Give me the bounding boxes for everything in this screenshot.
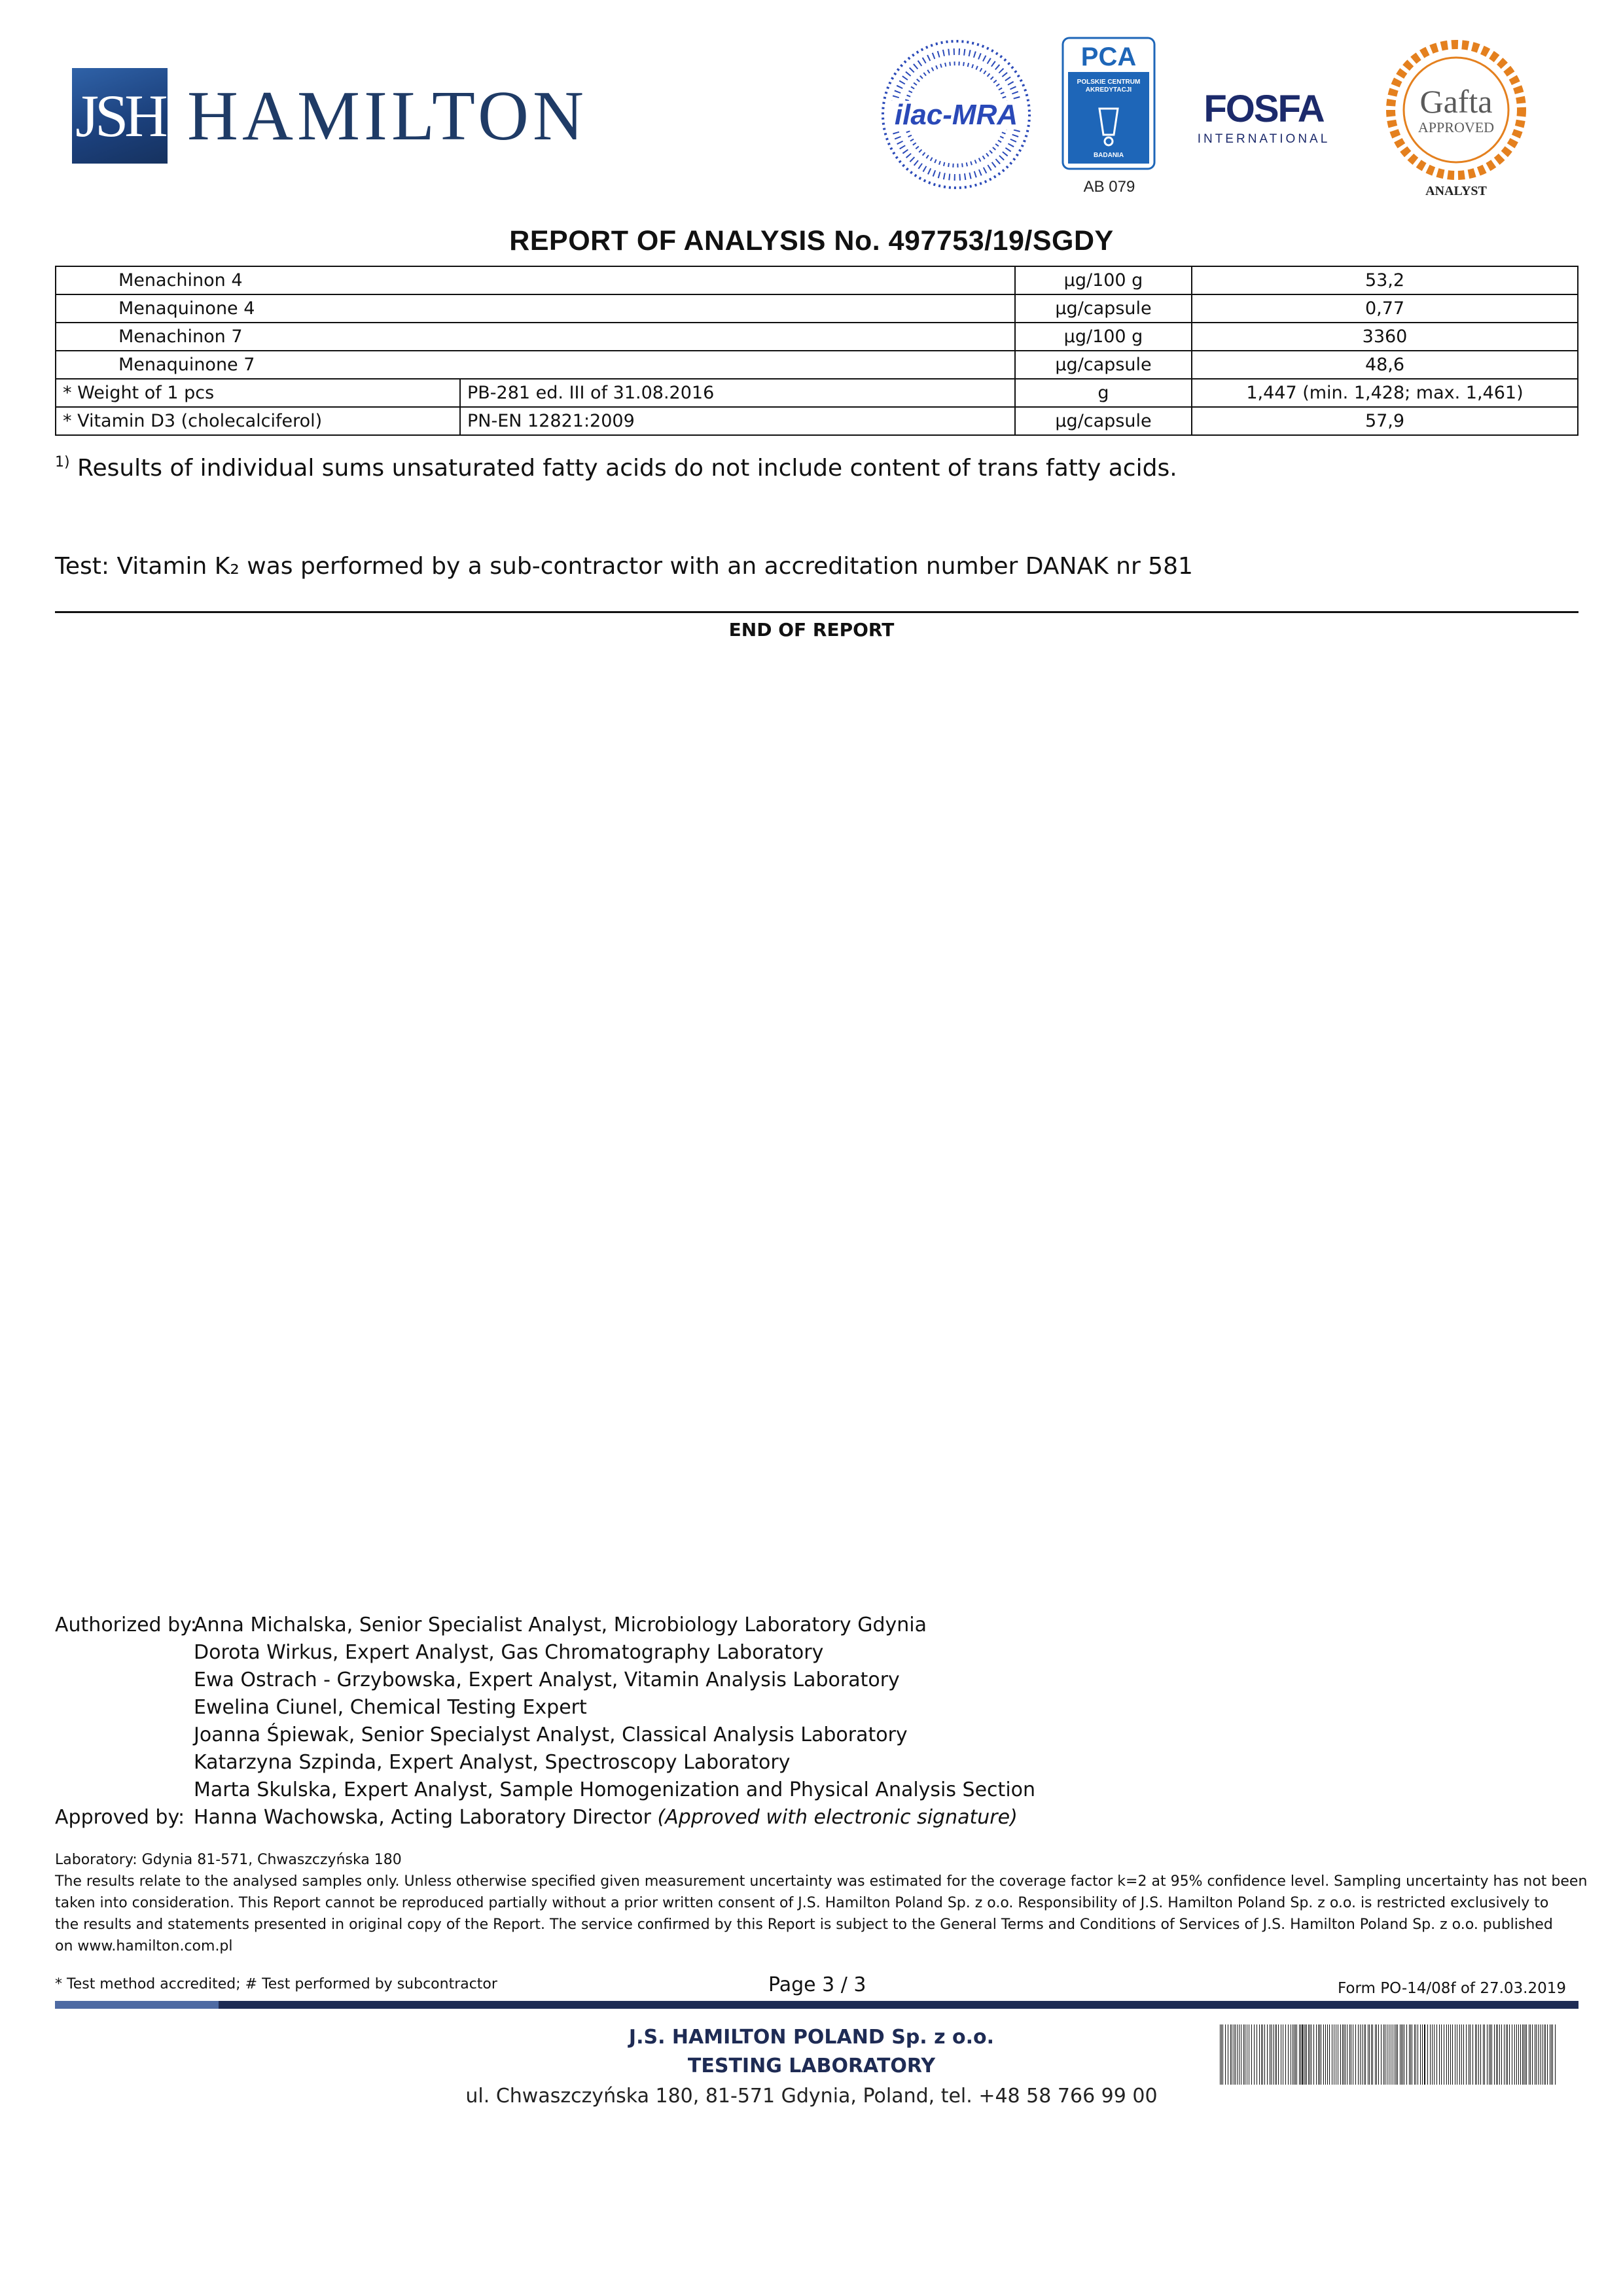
barcode-bar (1551, 2024, 1552, 2085)
subcontract-note: Test: Vitamin K₂ was performed by a sub-contractor with an accreditation number DANAK nr 581 (55, 553, 1193, 580)
approved-label: Approved by: (55, 1806, 185, 1829)
barcode-bar (1243, 2024, 1244, 2085)
barcode-bar (1401, 2024, 1402, 2085)
report-title: REPORT OF ANALYSIS No. 497753/19/SGDY (509, 225, 1114, 256)
barcode-bar (1383, 2024, 1384, 2085)
barcode-bar (1305, 2024, 1306, 2085)
barcode-bar (1522, 2024, 1523, 2085)
fosfa-sub: INTERNATIONAL (1197, 132, 1330, 146)
gafta-title: Gafta (1419, 83, 1493, 120)
barcode-bar (1349, 2024, 1350, 2085)
barcode-bar (1375, 2024, 1376, 2085)
barcode-bar (1504, 2024, 1505, 2085)
gafta-analyst: ANALYST (1425, 184, 1487, 198)
barcode-bar (1497, 2024, 1498, 2085)
barcode-bar (1496, 2024, 1497, 2085)
end-of-report: END OF REPORT (728, 619, 895, 641)
barcode-bar (1452, 2024, 1453, 2085)
fosfa-title: FOSFA (1204, 89, 1324, 130)
authorizer-name: Joanna Śpiewak, Senior Specialyst Analyst, Classical Analysis Laboratory (194, 1723, 908, 1746)
barcode-bar (1323, 2024, 1324, 2085)
footer-rule-accent (55, 2001, 219, 2009)
barcode-bar (1466, 2024, 1467, 2085)
barcode-bar (1302, 2024, 1303, 2085)
table-row (56, 379, 1578, 407)
lab-address: Laboratory: Gdynia 81-571, Chwaszczyńska 180 (55, 1852, 402, 1868)
authorizer-name: Marta Skulska, Expert Analyst, Sample Homogenization and Physical Analysis Section (194, 1778, 1036, 1801)
barcode-bar (1441, 2024, 1442, 2085)
table-row (56, 351, 1578, 379)
barcode-bar (1530, 2024, 1531, 2085)
analyte-value: 53,2 (1192, 266, 1578, 294)
barcode-bar (1480, 2024, 1481, 2085)
barcode-bar (1325, 2024, 1326, 2085)
barcode-bar (1470, 2024, 1471, 2085)
barcode-bar (1430, 2024, 1431, 2085)
pca-title: PCA (1080, 43, 1137, 71)
analyte-name: * Weight of 1 pcs (56, 379, 460, 407)
results-table (55, 266, 1578, 436)
table-row (56, 294, 1578, 323)
analyte-unit: µg/100 g (1015, 266, 1192, 294)
barcode-bar (1296, 2024, 1297, 2085)
barcode-bar (1432, 2024, 1433, 2085)
barcode-bar (1540, 2024, 1541, 2085)
barcode-bar (1545, 2024, 1546, 2085)
analyte-value: 1,447 (min. 1,428; max. 1,461) (1192, 379, 1578, 407)
pca-line2: AKREDYTACJI (1085, 86, 1132, 94)
barcode-bar (1422, 2024, 1423, 2085)
barcode-bar (1237, 2024, 1238, 2085)
analyte-method: PB-281 ed. III of 31.08.2016 (460, 379, 1015, 407)
authorizer-name: Katarzyna Szpinda, Expert Analyst, Spectroscopy Laboratory (194, 1751, 791, 1774)
jsh-monogram-icon (72, 68, 168, 164)
barcode-bar (1300, 2024, 1301, 2085)
analyte-name: Menaquinone 7 (56, 351, 1015, 379)
department-name: TESTING LABORATORY (687, 2055, 936, 2077)
barcode-bar (1450, 2024, 1451, 2085)
barcode-bar (1420, 2024, 1421, 2085)
barcode-bar (1285, 2024, 1286, 2085)
barcode-bar (1276, 2024, 1277, 2085)
analyte-name: Menachinon 7 (56, 323, 1015, 351)
barcode-bar (1499, 2024, 1500, 2085)
barcode-bar (1484, 2024, 1485, 2085)
barcode-bar (1295, 2024, 1296, 2085)
company-name: J.S. HAMILTON POLAND Sp. z o.o. (628, 2026, 995, 2049)
analyte-unit: g (1015, 379, 1192, 407)
barcode-icon (1220, 2024, 1560, 2085)
barcode-bar (1327, 2024, 1328, 2085)
barcode-bar (1251, 2024, 1252, 2085)
footer-rule (55, 2001, 1578, 2009)
barcode-bar (1222, 2024, 1223, 2085)
barcode-bar (1461, 2024, 1462, 2085)
barcode-bar (1446, 2024, 1447, 2085)
barcode-bar (1319, 2024, 1320, 2085)
analyte-name: Menaquinone 4 (56, 294, 1015, 323)
barcode-bar (1271, 2024, 1272, 2085)
barcode-bar (1424, 2024, 1425, 2085)
jsh-monogram-text: JSH (75, 82, 164, 149)
barcode-bar (1261, 2024, 1262, 2085)
barcode-bar (1552, 2024, 1553, 2085)
analyte-unit: µg/100 g (1015, 323, 1192, 351)
barcode-bar (1220, 2024, 1221, 2085)
lab-info (55, 1849, 1586, 1957)
barcode-bar (1358, 2024, 1359, 2085)
company-address: ul. Chwaszczyńska 180, 81-571 Gdynia, Poland, tel. +48 58 766 99 00 (465, 2085, 1158, 2108)
barcode-bar (1264, 2024, 1265, 2085)
barcode-bar (1365, 2024, 1366, 2085)
barcode-bar (1494, 2024, 1495, 2085)
approver-note: (Approved with electronic signature) (657, 1806, 1018, 1829)
barcode-bar (1378, 2024, 1379, 2085)
barcode-bar (1345, 2024, 1346, 2085)
barcode-bar (1475, 2024, 1476, 2085)
authorizer-name: Ewelina Ciunel, Chemical Testing Expert (194, 1696, 587, 1719)
barcode-bar (1396, 2024, 1397, 2085)
pca-accreditation-code: AB 079 (1083, 178, 1135, 196)
authorized-label: Authorized by: (55, 1614, 197, 1636)
barcode-bar (1221, 2024, 1222, 2085)
table-row (56, 266, 1578, 294)
barcode-bar (1414, 2024, 1415, 2085)
barcode-bar (1306, 2024, 1307, 2085)
barcode-bar (1355, 2024, 1356, 2085)
footnote-text: Results of individual sums unsaturated fatty acids do not include content of trans fatty acids. (77, 455, 1177, 482)
divider (55, 611, 1578, 613)
ilac-mra-logo (878, 37, 1034, 192)
barcode-bar (1230, 2024, 1231, 2085)
barcode-bar (1506, 2024, 1507, 2085)
barcode-bar (1372, 2024, 1373, 2085)
barcode-bar (1526, 2024, 1527, 2085)
hamilton-wordmark: HAMILTON (187, 77, 588, 155)
barcode-bar (1259, 2024, 1260, 2085)
disclaimer-line: The results relate to the analysed samples only. Unless otherwise specified given measurement uncertainty was estimated for the coverage factor k=2 at 95% confidence level. Sampling uncertainty has not been (55, 1873, 1588, 1890)
approver-name: Hanna Wachowska, Acting Laboratory Director (194, 1806, 651, 1829)
barcode-bar (1491, 2024, 1492, 2085)
barcode-bar (1538, 2024, 1539, 2085)
barcode-bar (1409, 2024, 1410, 2085)
barcode-bar (1478, 2024, 1479, 2085)
barcode-bar (1371, 2024, 1372, 2085)
barcode-bar (1329, 2024, 1330, 2085)
page-number: Page 3 / 3 (768, 1973, 866, 1996)
barcode-bar (1381, 2024, 1382, 2085)
pca-line1: POLSKIE CENTRUM (1077, 79, 1141, 86)
barcode-bar (1487, 2024, 1488, 2085)
barcode-bar (1555, 2024, 1556, 2085)
barcode-bar (1402, 2024, 1403, 2085)
barcode-bar (1542, 2024, 1543, 2085)
barcode-bar (1463, 2024, 1464, 2085)
barcode-bar (1342, 2024, 1343, 2085)
barcode-bar (1532, 2024, 1533, 2085)
analyte-unit: µg/capsule (1015, 351, 1192, 379)
barcode-bar (1516, 2024, 1517, 2085)
fosfa-logo (1192, 89, 1335, 148)
barcode-bar (1235, 2024, 1236, 2085)
barcode-bar (1369, 2024, 1370, 2085)
barcode-bar (1472, 2024, 1473, 2085)
analyte-value: 0,77 (1192, 294, 1578, 323)
analyte-name: Menachinon 4 (56, 266, 1015, 294)
barcode-bar (1501, 2024, 1502, 2085)
barcode-bar (1410, 2024, 1411, 2085)
analyte-method: PN-EN 12821:2009 (460, 407, 1015, 435)
barcode-bar (1308, 2024, 1309, 2085)
analyte-value: 48,6 (1192, 351, 1578, 379)
barcode-bar (1483, 2024, 1484, 2085)
authorizer-name: Anna Michalska, Senior Specialist Analyst, Microbiology Laboratory Gdynia (194, 1614, 927, 1636)
analyte-value: 57,9 (1192, 407, 1578, 435)
barcode-bar (1509, 2024, 1510, 2085)
disclaimer-line: taken into consideration. This Report cannot be reproduced partially without a prior written consent of J.S. Hamilton Poland Sp. z o.o. Responsibility of J.S. Hamilton Poland Sp. z o.o. is restricted exclusively to (55, 1895, 1549, 1911)
barcode-bar (1434, 2024, 1435, 2085)
barcode-bar (1267, 2024, 1268, 2085)
analyte-unit: µg/capsule (1015, 294, 1192, 323)
barcode-bar (1448, 2024, 1449, 2085)
barcode-bar (1340, 2024, 1341, 2085)
authorizer-name: Ewa Ostrach - Grzybowska, Expert Analyst, Vitamin Analysis Laboratory (194, 1669, 900, 1691)
authorizer-name: Dorota Wirkus, Expert Analyst, Gas Chromatography Laboratory (194, 1641, 824, 1664)
barcode-bar (1376, 2024, 1377, 2085)
barcode-bar (1490, 2024, 1491, 2085)
form-number: Form PO-14/08f of 27.03.2019 (1338, 1980, 1567, 1997)
barcode-bar (1459, 2024, 1460, 2085)
approver (194, 1806, 1018, 1829)
barcode-bar (1316, 2024, 1317, 2085)
analyte-unit: µg/capsule (1015, 407, 1192, 435)
ilac-mra-text: ilac-MRA (894, 99, 1018, 131)
barcode-bar (1254, 2024, 1255, 2085)
barcode-bar (1514, 2024, 1515, 2085)
footer-legend: * Test method accredited; # Test performed by subcontractor (55, 1976, 497, 1992)
barcode-bar (1536, 2024, 1537, 2085)
barcode-bar (1439, 2024, 1440, 2085)
gafta-approved: APPROVED (1418, 119, 1495, 135)
analyte-value: 3360 (1192, 323, 1578, 351)
hamilton-logo (72, 68, 588, 164)
footnote-marker: 1) (55, 454, 70, 470)
table-row (56, 323, 1578, 351)
barcode-bar (1239, 2024, 1240, 2085)
gafta-logo (1381, 39, 1531, 200)
disclaimer-line: on www.hamilton.com.pl (55, 1938, 233, 1954)
barcode-bar (1476, 2024, 1477, 2085)
barcode-bar (1427, 2024, 1428, 2085)
barcode-bar (1520, 2024, 1521, 2085)
barcode-bar (1273, 2024, 1274, 2085)
barcode-bar (1397, 2024, 1398, 2085)
barcode-bar (1507, 2024, 1508, 2085)
analyte-name: * Vitamin D3 (cholecalciferol) (56, 407, 460, 435)
barcode-bar (1262, 2024, 1263, 2085)
barcode-bar (1288, 2024, 1289, 2085)
pca-badania: BADANIA (1093, 152, 1124, 159)
barcode-bar (1313, 2024, 1314, 2085)
disclaimer-line: the results and statements presented in original copy of the Report. The service confirmed by this Report is subject to the General Terms and Conditions of Services of J.S. Hamilton Poland Sp. z o.o. published (55, 1916, 1553, 1933)
barcode-bar (1406, 2024, 1407, 2085)
barcode-bar (1278, 2024, 1279, 2085)
barcode-bar (1360, 2024, 1361, 2085)
barcode-bar (1299, 2024, 1300, 2085)
pca-logo (1061, 37, 1156, 170)
table-row (56, 407, 1578, 435)
barcode-bar (1225, 2024, 1226, 2085)
barcode-bar (1518, 2024, 1519, 2085)
fatty-acids-footnote (55, 454, 1177, 482)
barcode-bar (1547, 2024, 1548, 2085)
barcode-bar (1436, 2024, 1437, 2085)
barcode-bar (1362, 2024, 1363, 2085)
barcode-bar (1318, 2024, 1319, 2085)
